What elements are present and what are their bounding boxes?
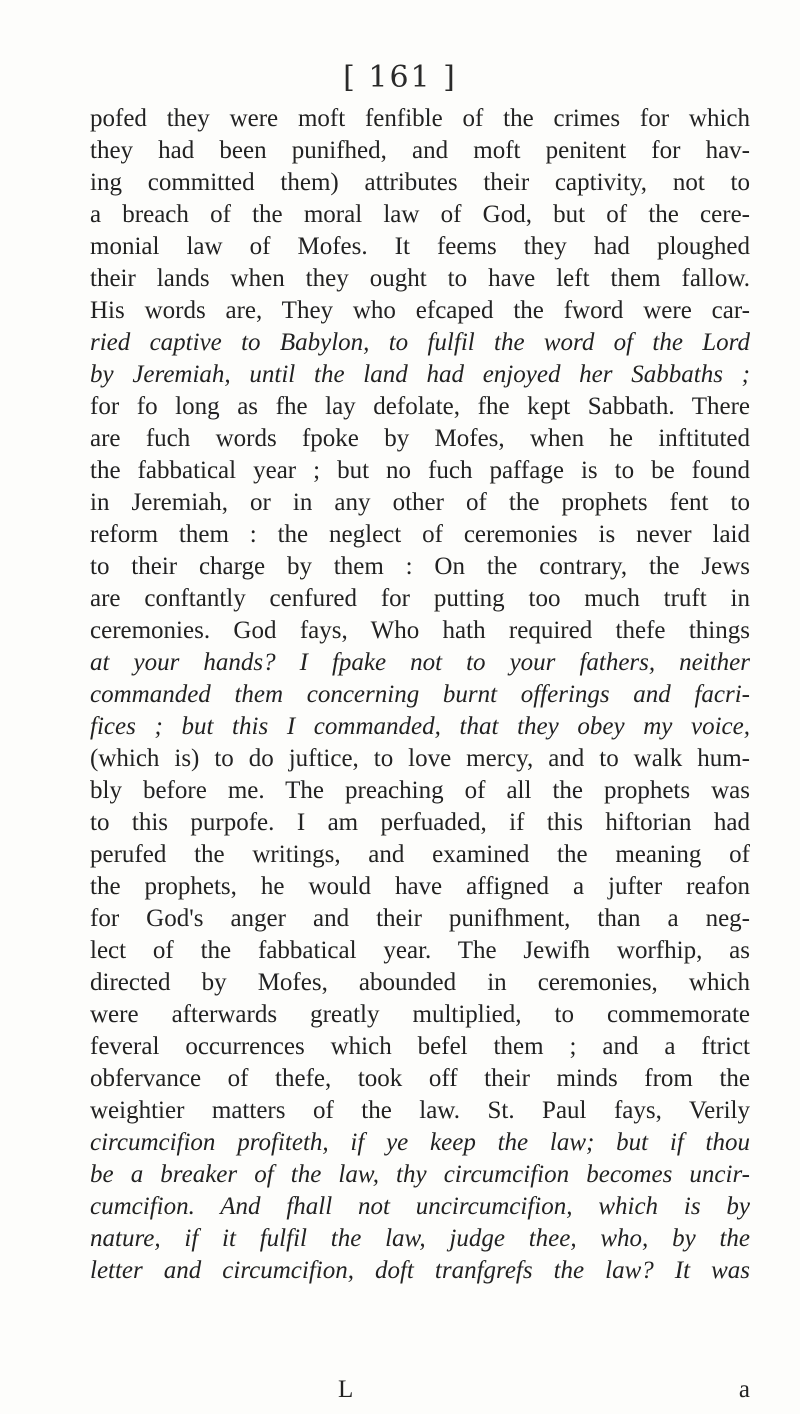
text-line: were afterwards greatly multiplied, to commemorate [90, 1001, 750, 1028]
text-line: the fabbatical year ; but no fuch paffage is to be found [90, 457, 750, 484]
text-line: commanded them concerning burnt offerings and facri- [90, 681, 750, 708]
text-line: monial law of Mofes. It feems they had ploughed [90, 233, 750, 260]
text-line: (which is) to do juftice, to love mercy, and to walk hum- [90, 745, 750, 772]
text-line: perufed the writings, and examined the meaning of [90, 841, 750, 868]
text-line: for fo long as fhe lay defolate, fhe kept Sabbath. There [90, 393, 750, 420]
text-line: by Jeremiah, until the land had enjoyed her Sabbaths ; [90, 361, 750, 388]
text-line: are conftantly cenfured for putting too much truft in [90, 585, 750, 612]
catchword: a [738, 1376, 750, 1403]
text-line: reform them : the neglect of ceremonies is never laid [90, 521, 750, 548]
text-line: the prophets, he would have affigned a jufter reafon [90, 873, 750, 900]
text-line: letter and circumcifion, doft tranfgrefs the law? It was [90, 1257, 750, 1284]
page-number-header: [ 161 ] [343, 60, 457, 95]
text-line: ried captive to Babylon, to fulfil the word of the Lord [90, 329, 750, 356]
text-line: ceremonies. God fays, Who hath required thefe things [90, 617, 750, 644]
text-line: for God's anger and their punifhment, than a neg- [90, 905, 750, 932]
text-line: fices ; but this I commanded, that they obey my voice, [90, 713, 750, 740]
text-line: obfervance of thefe, took off their minds from the [90, 1065, 750, 1092]
text-line: they had been punifhed, and moft penitent for hav- [90, 137, 750, 164]
text-line: at your hands? I fpake not to your fathers, neither [90, 649, 750, 676]
text-line: their lands when they ought to have left them fallow. [90, 265, 750, 292]
text-line: weightier matters of the law. St. Paul fays, Verily [90, 1097, 750, 1124]
text-line: to this purpofe. I am perfuaded, if this hiftorian had [90, 809, 750, 836]
text-line: are fuch words fpoke by Mofes, when he inftituted [90, 425, 750, 452]
text-line: His words are, They who efcaped the fword were car- [90, 297, 750, 324]
signature-mark: L [338, 1376, 354, 1403]
text-line: nature, if it fulfil the law, judge thee, who, by the [90, 1225, 750, 1252]
text-line: a breach of the moral law of God, but of the cere- [90, 201, 750, 228]
text-line: bly before me. The preaching of all the prophets was [90, 777, 750, 804]
text-line: feveral occurrences which befel them ; and a ftrict [90, 1033, 750, 1060]
text-line: lect of the fabbatical year. The Jewifh worfhip, as [90, 937, 750, 964]
body-text [90, 103, 750, 1287]
text-line: pofed they were moft fenfible of the crimes for which [90, 105, 750, 132]
text-line: in Jeremiah, or in any other of the prophets fent to [90, 489, 750, 516]
text-line: cumcifion. And fhall not uncircumcifion, which is by [90, 1193, 750, 1220]
text-line: directed by Mofes, abounded in ceremonies, which [90, 969, 750, 996]
text-line: ing committed them) attributes their captivity, not to [90, 169, 750, 196]
text-line: be a breaker of the law, thy circumcifion becomes uncir- [90, 1161, 750, 1188]
text-line: circumcifion profiteth, if ye keep the law; but if thou [90, 1129, 750, 1156]
text-line: to their charge by them : On the contrary, the Jews [90, 553, 750, 580]
